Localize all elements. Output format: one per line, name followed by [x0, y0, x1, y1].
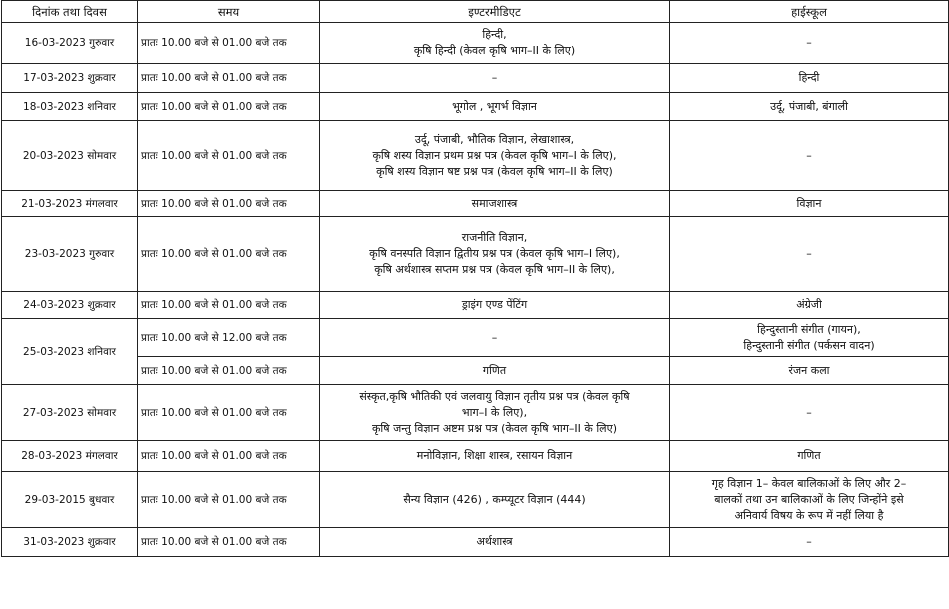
highschool-subjects-line: – [806, 148, 812, 162]
highschool-subjects-line: विज्ञान [796, 196, 822, 210]
exam-date: 28-03-2023 मंगलवार [2, 441, 138, 472]
intermediate-subjects [320, 64, 670, 93]
highschool-subjects-line: – [806, 535, 812, 548]
exam-date: 17-03-2023 शुक्रवार [2, 64, 138, 93]
intermediate-subjects [320, 472, 670, 528]
exam-date: 29-03-2015 बुधवार [2, 472, 138, 528]
schedule-row [2, 528, 949, 557]
highschool-subjects [670, 217, 949, 292]
intermediate-subjects-line: कृषि शस्य विज्ञान षष्ट प्रश्न पत्र (केवल कृषि भाग–II के लिए) [376, 164, 613, 178]
intermediate-subjects-line: – [491, 71, 498, 84]
highschool-subjects-line: गणित [797, 449, 821, 462]
highschool-subjects-line: – [806, 247, 812, 260]
highschool-subjects-line: – [806, 405, 812, 419]
intermediate-subjects [320, 121, 670, 191]
exam-time: प्रातः 10.00 बजे से 01.00 बजे तक [138, 23, 320, 64]
highschool-subjects-line: हिन्दुस्तानी संगीत (गायन), [757, 322, 861, 336]
schedule-row [2, 385, 949, 441]
exam-time: प्रातः 10.00 बजे से 01.00 बजे तक [138, 64, 320, 93]
highschool-subjects-line: बालकों तथा उन बालिकाओं के लिए जिन्होंने इसे [714, 492, 904, 506]
intermediate-subjects-line: – [491, 330, 498, 344]
header-date: दिनांक तथा दिवस [2, 1, 138, 23]
highschool-subjects-line: हिन्दी [798, 71, 820, 84]
exam-schedule-table [1, 0, 949, 557]
exam-date: 23-03-2023 गुरुवार [2, 217, 138, 292]
intermediate-subjects [320, 441, 670, 472]
header-intermediate: इण्टरमीडिएट [320, 1, 670, 23]
intermediate-subjects [320, 292, 670, 319]
intermediate-subjects-line: कृषि हिन्दी (केवल कृषि भाग–II के लिए) [413, 44, 576, 57]
highschool-subjects-line: उर्दू, पंजाबी, बंगाली [770, 99, 848, 113]
schedule-row [2, 357, 949, 385]
exam-time: प्रातः 10.00 बजे से 01.00 बजे तक [138, 292, 320, 319]
intermediate-subjects-line: भाग–I के लिए), [461, 405, 528, 419]
exam-time: प्रातः 10.00 बजे से 01.00 बजे तक [138, 528, 320, 557]
schedule-row [2, 191, 949, 217]
schedule-row [2, 23, 949, 64]
highschool-subjects-line: अंग्रेजी [796, 298, 822, 311]
schedule-row [2, 93, 949, 121]
highschool-subjects [670, 23, 949, 64]
highschool-subjects-line: रंजन कला [788, 363, 830, 377]
intermediate-subjects [320, 385, 670, 441]
schedule-row [2, 217, 949, 292]
intermediate-subjects-line: हिन्दी, [482, 28, 507, 41]
intermediate-subjects-line: कृषि जन्तु विज्ञान अष्टम प्रश्न पत्र (केवल कृषि भाग–II के लिए) [371, 421, 618, 435]
intermediate-subjects [320, 23, 670, 64]
exam-date: 16-03-2023 गुरुवार [2, 23, 138, 64]
exam-time: प्रातः 10.00 बजे से 12.00 बजे तक [138, 319, 320, 357]
exam-time: प्रातः 10.00 बजे से 01.00 बजे तक [138, 217, 320, 292]
highschool-subjects [670, 319, 949, 357]
schedule-row [2, 64, 949, 93]
header-highschool: हाईस्कूल [670, 1, 949, 23]
highschool-subjects [670, 357, 949, 385]
intermediate-subjects-line: संस्कृत,कृषि भौतिकी एवं जलवायु विज्ञान तृतीय प्रश्न पत्र (केवल कृषि [359, 389, 630, 403]
intermediate-subjects-line: गणित [482, 363, 507, 377]
exam-time: प्रातः 10.00 बजे से 01.00 बजे तक [138, 93, 320, 121]
intermediate-subjects [320, 319, 670, 357]
highschool-subjects-line: – [806, 36, 812, 49]
schedule-row [2, 441, 949, 472]
exam-date: 18-03-2023 शनिवार [2, 93, 138, 121]
header-time: समय [138, 1, 320, 23]
exam-date: 20-03-2023 सोमवार [2, 121, 138, 191]
schedule-row [2, 472, 949, 528]
intermediate-subjects-line: ड्राइंग एण्ड पेंटिंग [461, 298, 528, 311]
highschool-subjects [670, 64, 949, 93]
exam-date: 24-03-2023 शुक्रवार [2, 292, 138, 319]
exam-time: प्रातः 10.00 बजे से 01.00 बजे तक [138, 121, 320, 191]
intermediate-subjects [320, 528, 670, 557]
intermediate-subjects-line: कृषि अर्थशास्त्र सप्तम प्रश्न पत्र (केवल कृषि भाग–II के लिए), [374, 263, 615, 276]
exam-date: 31-03-2023 शुक्रवार [2, 528, 138, 557]
intermediate-subjects-line: मनोविज्ञान, शिक्षा शास्त्र, रसायन विज्ञान [416, 449, 573, 462]
highschool-subjects-line: हिन्दुस्तानी संगीत (पर्कसन वादन) [743, 338, 875, 352]
exam-time: प्रातः 10.00 बजे से 01.00 बजे तक [138, 441, 320, 472]
intermediate-subjects-line: उर्दू, पंजाबी, भौतिक विज्ञान, लेखाशास्त्र, [414, 132, 575, 146]
highschool-subjects [670, 472, 949, 528]
exam-time: प्रातः 10.00 बजे से 01.00 बजे तक [138, 385, 320, 441]
exam-time: प्रातः 10.00 बजे से 01.00 बजे तक [138, 191, 320, 217]
intermediate-subjects [320, 217, 670, 292]
highschool-subjects [670, 441, 949, 472]
intermediate-subjects-line: कृषि वनस्पति विज्ञान द्वितीय प्रश्न पत्र (केवल कृषि भाग–I लिए), [369, 247, 620, 260]
exam-time: प्रातः 10.00 बजे से 01.00 बजे तक [138, 472, 320, 528]
highschool-subjects [670, 121, 949, 191]
highschool-subjects [670, 191, 949, 217]
highschool-subjects [670, 385, 949, 441]
schedule-row [2, 121, 949, 191]
schedule-row [2, 292, 949, 319]
exam-time: प्रातः 10.00 बजे से 01.00 बजे तक [138, 357, 320, 385]
intermediate-subjects-line: समाजशास्त्र [471, 196, 518, 210]
intermediate-subjects-line: सैन्य विज्ञान (426) , कम्प्यूटर विज्ञान (444) [403, 492, 586, 506]
exam-date: 21-03-2023 मंगलवार [2, 191, 138, 217]
exam-date: 25-03-2023 शनिवार [2, 319, 138, 385]
schedule-body [2, 23, 949, 557]
schedule-row [2, 319, 949, 357]
header-row [2, 1, 949, 23]
highschool-subjects-line: अनिवार्य विषय के रूप में नहीं लिया है [734, 508, 884, 522]
highschool-subjects [670, 528, 949, 557]
intermediate-subjects-line: भूगोल , भूगर्भ विज्ञान [452, 99, 537, 113]
intermediate-subjects-line: कृषि शस्य विज्ञान प्रथम प्रश्न पत्र (केवल कृषि भाग–I के लिए), [372, 148, 617, 162]
highschool-subjects [670, 93, 949, 121]
intermediate-subjects [320, 191, 670, 217]
intermediate-subjects-line: अर्थशास्त्र [476, 535, 513, 548]
intermediate-subjects-line: राजनीति विज्ञान, [461, 231, 528, 244]
intermediate-subjects [320, 93, 670, 121]
intermediate-subjects [320, 357, 670, 385]
highschool-subjects [670, 292, 949, 319]
highschool-subjects-line: गृह विज्ञान 1– केवल बालिकाओं के लिए और 2– [711, 476, 907, 490]
exam-date: 27-03-2023 सोमवार [2, 385, 138, 441]
